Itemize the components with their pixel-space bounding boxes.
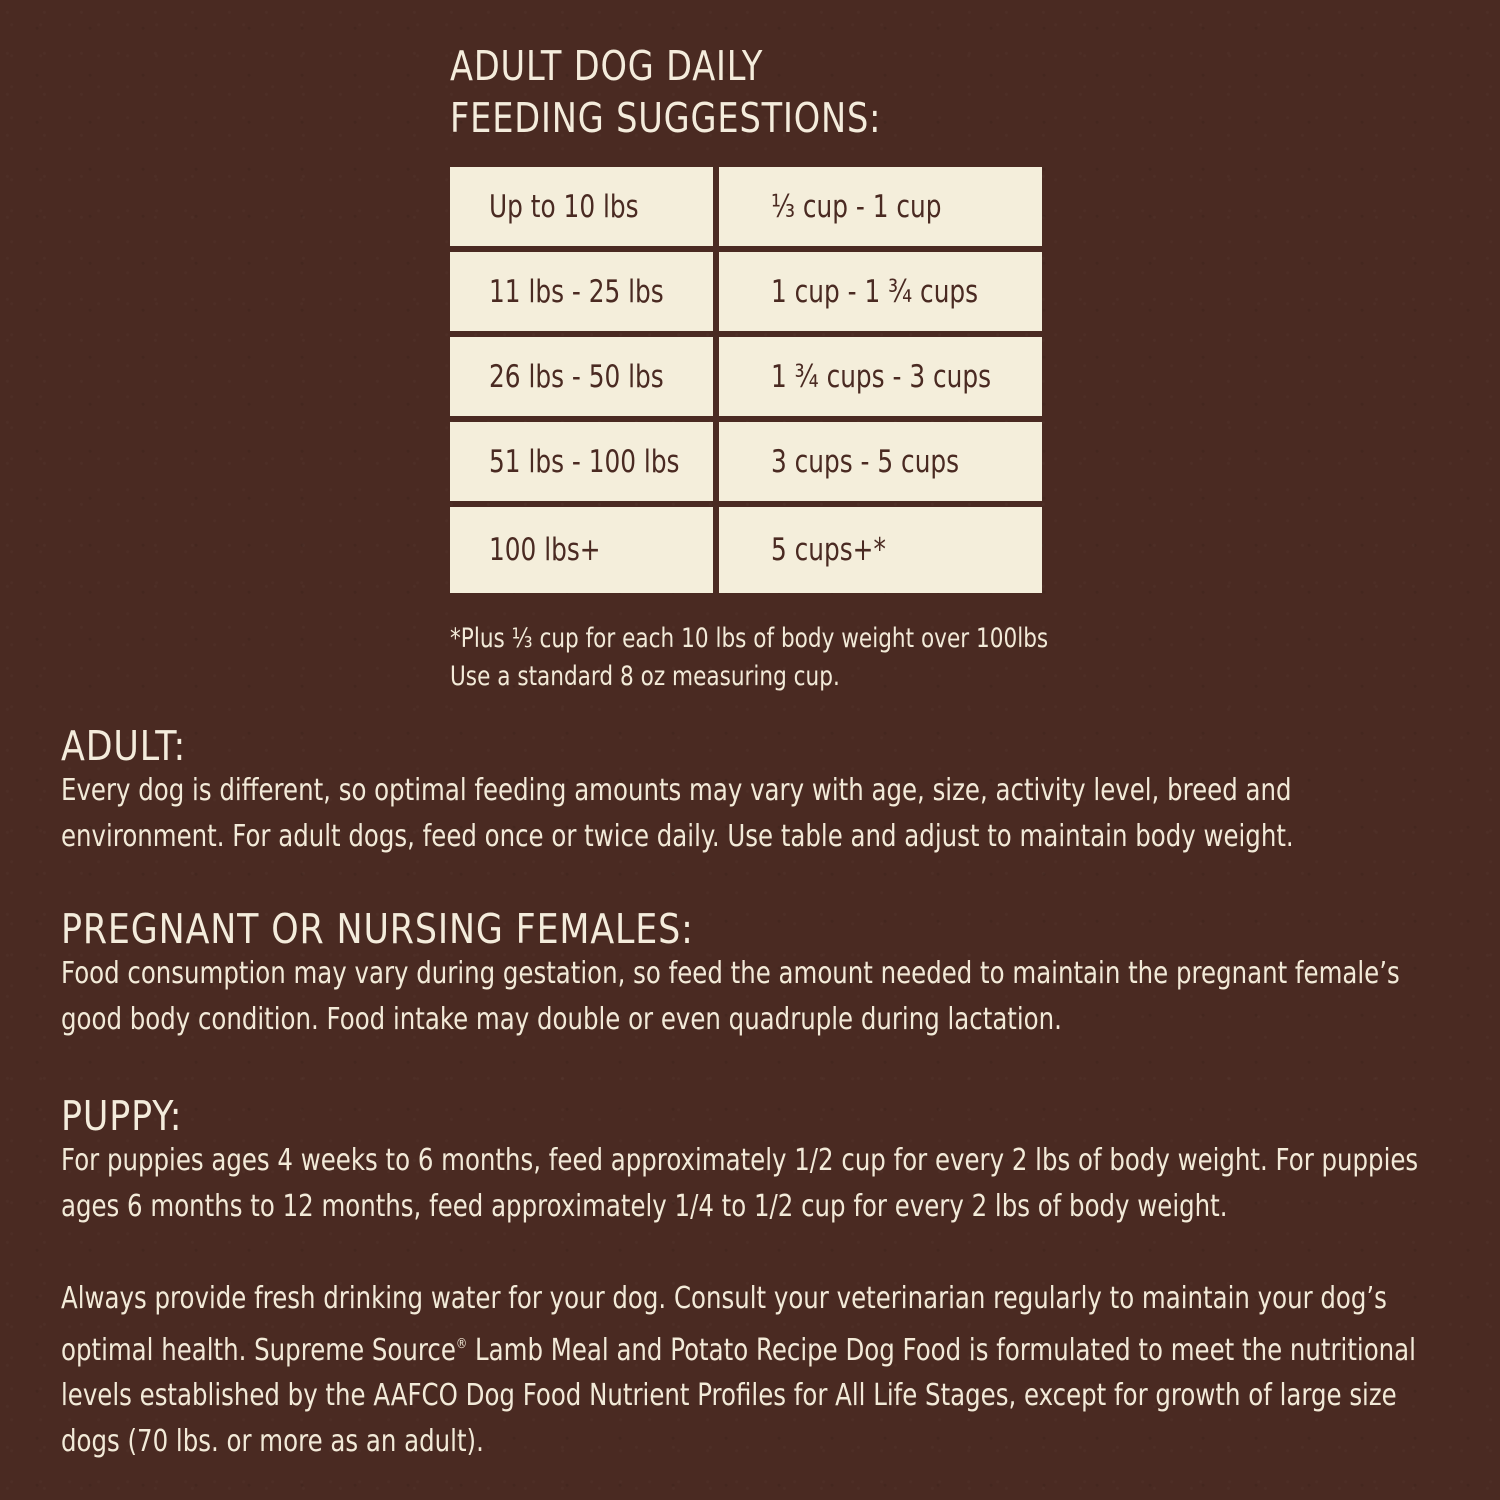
weight-cell — [450, 337, 713, 416]
table-row — [450, 507, 1042, 593]
weight-label: 51 lbs - 100 lbs — [489, 443, 680, 480]
table-row — [450, 252, 1042, 331]
amount-cell — [719, 507, 1042, 593]
feeding-table-title-line2: FEEDING SUGGESTIONS: — [450, 94, 882, 142]
weight-cell — [450, 422, 713, 501]
puppy-section — [61, 1092, 1441, 1229]
puppy-body: For puppies ages 4 weeks to 6 months, feed approximately 1/2 cup for every 2 lbs of body weight. For puppies ages 6 months to 12 months, feed approximately 1/4 to 1/2 cup for every 2 lbs of body weight. — [61, 1143, 1419, 1224]
amount-label: 1 ¾ cups - 3 cups — [771, 358, 991, 395]
pregnant-section — [61, 905, 1441, 1042]
weight-cell — [450, 507, 713, 593]
feeding-table-title-line1: ADULT DOG DAILY — [450, 42, 764, 90]
closing-body — [61, 1276, 1438, 1464]
amount-cell — [719, 167, 1042, 246]
adult-heading: ADULT: — [61, 722, 187, 770]
closing-text-part1: Always provide fresh drinking water for your dog. Consult your veterinarian regularly to maintain your dog’s optimal health. Supreme Source — [61, 1281, 1387, 1368]
amount-cell — [719, 422, 1042, 501]
table-row — [450, 422, 1042, 501]
weight-label: 26 lbs - 50 lbs — [489, 358, 664, 395]
pregnant-heading: PREGNANT OR NURSING FEMALES: — [61, 905, 694, 953]
amount-label: ⅓ cup - 1 cup — [771, 188, 942, 225]
closing-text-part2: Lamb Meal and Potato Recipe Dog Food is formulated to meet the nutritional levels established by the AAFCO Dog Food Nutrient Profiles for All Life Stages, except for growth of large size dogs (70 lbs. or more as an adult). — [61, 1332, 1416, 1459]
adult-body: Every dog is different, so optimal feeding amounts may vary with age, size, activity level, breed and environment. For adult dogs, feed once or twice daily. Use table and adjust to maintain body weight. — [61, 773, 1294, 854]
amount-label: 3 cups - 5 cups — [771, 443, 960, 480]
note-line-1: *Plus ⅓ cup for each 10 lbs of body weight over 100lbs — [450, 623, 1049, 654]
adult-section — [61, 722, 1441, 859]
pregnant-body: Food consumption may vary during gestation, so feed the amount needed to maintain the pregnant female’s good body condition. Food intake may double or even quadruple during lactation. — [61, 956, 1400, 1037]
weight-label: 100 lbs+ — [489, 532, 601, 568]
feeding-table — [450, 167, 1042, 593]
table-row — [450, 167, 1042, 246]
amount-label: 1 cup - 1 ¾ cups — [771, 273, 979, 310]
amount-cell — [719, 337, 1042, 416]
weight-cell — [450, 252, 713, 331]
amount-cell — [719, 252, 1042, 331]
closing-section — [61, 1278, 1441, 1464]
weight-label: 11 lbs - 25 lbs — [489, 273, 664, 310]
amount-label: 5 cups+* — [771, 532, 886, 568]
note-line-2: Use a standard 8 oz measuring cup. — [450, 661, 840, 692]
registered-mark: ® — [455, 1335, 468, 1352]
table-row — [450, 337, 1042, 416]
feeding-table-title — [450, 40, 1024, 144]
feeding-table-note — [450, 620, 1058, 696]
weight-label: Up to 10 lbs — [489, 188, 639, 225]
puppy-heading: PUPPY: — [61, 1092, 183, 1140]
weight-cell — [450, 167, 713, 246]
